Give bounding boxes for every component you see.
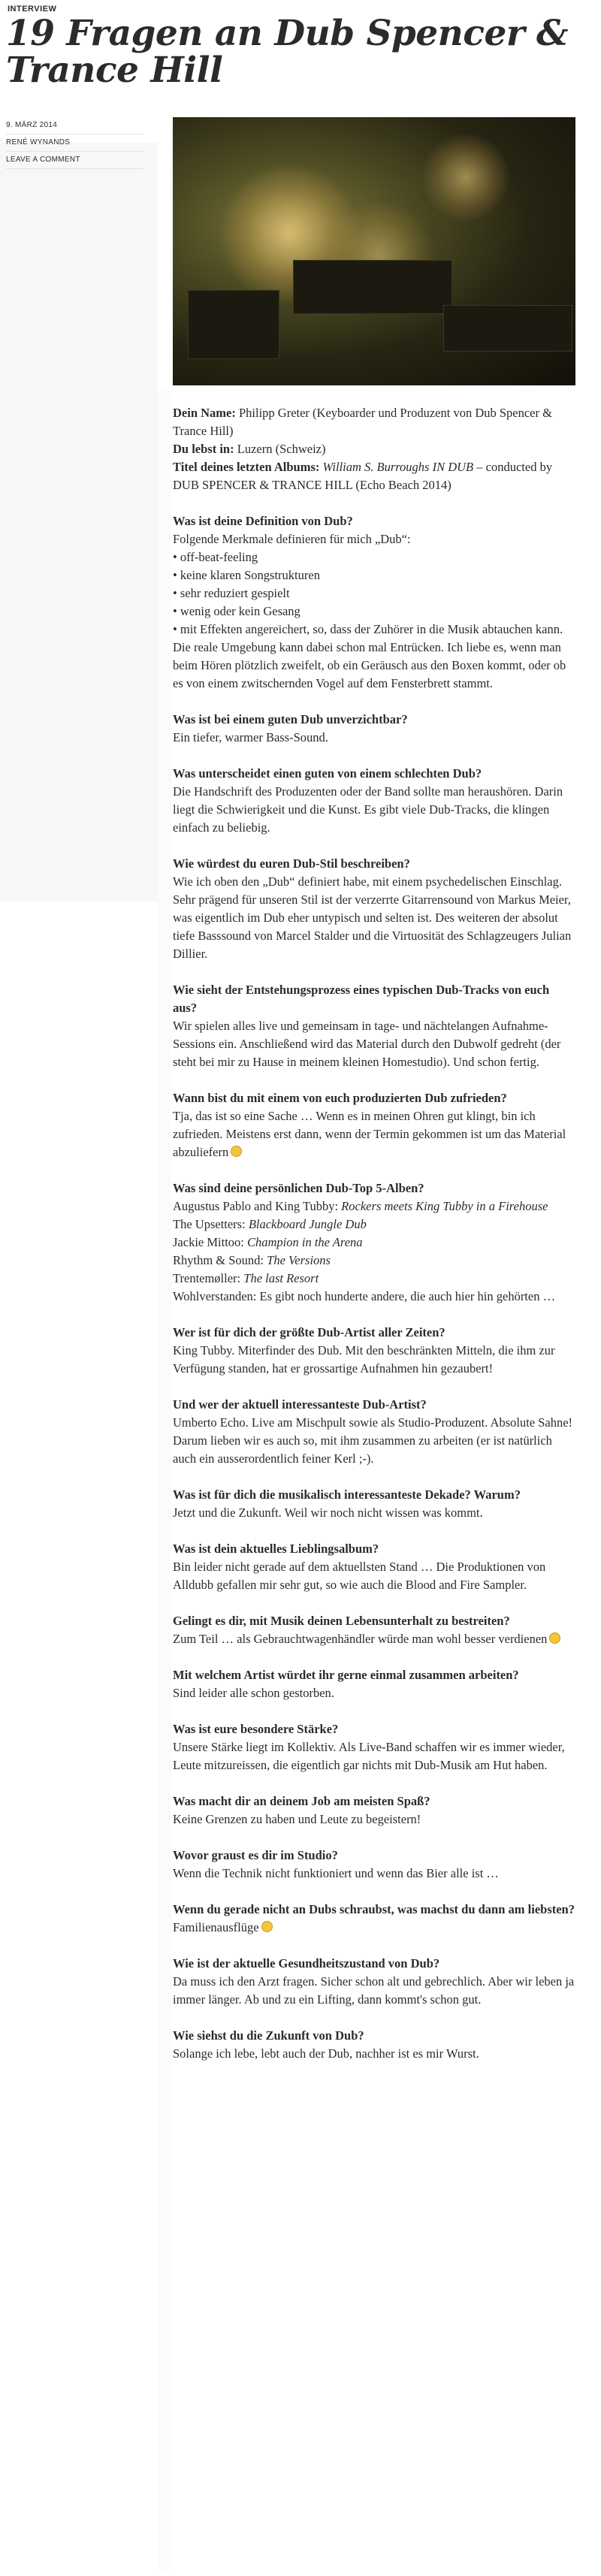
post-author[interactable]: RENÉ WYNANDS bbox=[6, 134, 143, 152]
article-body bbox=[173, 404, 575, 2081]
qa-13 bbox=[173, 1666, 575, 1702]
post-date[interactable]: 9. MÄRZ 2014 bbox=[6, 117, 143, 134]
qa-8 bbox=[173, 1324, 575, 1378]
album-title: William S. Burroughs IN DUB bbox=[322, 460, 474, 474]
answer: Keine Grenzen zu haben und Leute zu begeistern! bbox=[173, 1812, 421, 1826]
answer: Wie ich oben den „Dub“ definiert habe, mit einem psychedelischen Einschlag. Sehr prägend für unseren Stil ist der verzerrte Gitarrensound von Markus Meier, was eigentlich im Dub eher untypisch und selten ist. Des weiteren der absolut tiefe Basssound von Marcel Stalder und die Virtuosität des Schlagzeugers Julian Dillier. bbox=[173, 874, 572, 961]
answer: Folgende Merkmale definieren für mich „Dub“: bbox=[173, 532, 411, 546]
qa-18 bbox=[173, 1955, 575, 2009]
answer: Bin leider nicht gerade auf dem aktuellsten Stand … Die Produktionen von Alldubb gefallen mir sehr gut, so wie auch die Blood and Fire Sampler. bbox=[173, 1560, 546, 1592]
page-title: 19 Fragen an Dub Spencer & Trance Hill bbox=[6, 13, 568, 91]
answer: Ein tiefer, warmer Bass-Sound. bbox=[173, 730, 328, 744]
album-artist: Rhythm & Sound: bbox=[173, 1253, 267, 1267]
question: Wie würdest du euren Dub-Stil beschreiben? bbox=[173, 856, 410, 871]
answer: Zum Teil … als Gebrauchtwagenhändler würde man wohl besser verdienen bbox=[173, 1632, 548, 1646]
location-value: Luzern (Schweiz) bbox=[234, 442, 326, 456]
intro-block bbox=[173, 404, 575, 494]
qa-10 bbox=[173, 1486, 575, 1522]
album-artist: Augustus Pablo and King Tubby: bbox=[173, 1199, 342, 1213]
qa-5 bbox=[173, 981, 575, 1071]
album-name: Champion in the Arena bbox=[246, 1235, 363, 1249]
question: Wer ist für dich der größte Dub-Artist aller Zeiten? bbox=[173, 1325, 445, 1339]
smiley-icon bbox=[231, 1146, 242, 1157]
album-name: The last Resort bbox=[243, 1271, 319, 1285]
qa-3 bbox=[173, 765, 575, 837]
answer: Sind leider alle schon gestorben. bbox=[173, 1686, 334, 1700]
answer: King Tubby. Miterfinder des Dub. Mit den beschränkten Mitteln, die ihm zur Verfügung standen, hat er grossartige Aufnahmen hin gezaubert! bbox=[173, 1343, 555, 1376]
question: Und wer der aktuell interessanteste Dub-Artist? bbox=[173, 1397, 427, 1412]
smiley-icon bbox=[549, 1632, 560, 1644]
list-item: • keine klaren Songstrukturen bbox=[173, 568, 320, 582]
question: Wovor graust es dir im Studio? bbox=[173, 1848, 338, 1862]
sidebar-background bbox=[0, 143, 158, 901]
question: Was unterscheidet einen guten von einem schlechten Dub? bbox=[173, 766, 482, 781]
qa-19 bbox=[173, 2027, 575, 2063]
list-item: • off-beat-feeling bbox=[173, 550, 258, 564]
qa-7 bbox=[173, 1179, 575, 1306]
qa-15 bbox=[173, 1792, 575, 1829]
album-artist: The Upsetters: bbox=[173, 1217, 249, 1231]
album-name: The Versions bbox=[267, 1253, 331, 1267]
answer: Tja, das ist so eine Sache … Wenn es in meinen Ohren gut klingt, bin ich zufrieden. Meistens erst dann, wenn der Termin gekommen ist um das Material abzuliefern bbox=[173, 1109, 566, 1159]
question: Wenn du gerade nicht an Dubs schraubst, was machst du dann am liebsten? bbox=[173, 1902, 575, 1916]
answer: Unsere Stärke liegt im Kollektiv. Als Live-Band schaffen wir es immer wieder, Leute mitzureissen, die eigentlich gar nichts mit Dub-Musik am Hut haben. bbox=[173, 1740, 565, 1772]
answer: Jetzt und die Zukunft. Weil wir noch nicht wissen was kommt. bbox=[173, 1505, 483, 1520]
album-artist: Trentemøller: bbox=[173, 1271, 244, 1285]
list-item: • mit Effekten angereichert, so, dass der Zuhörer in die Musik abtauchen kann. bbox=[173, 622, 563, 636]
answer: Wenn die Technik nicht funktioniert und wenn das Bier alle ist … bbox=[173, 1866, 499, 1880]
answer: Die reale Umgebung kann dabei schon mal Entrücken. Ich liebe es, wenn man beim Hören plötzlich zweifelt, ob ein Geräusch aus den Boxen kommt, oder ob es von einem zwitschernden Vogel auf dem Fensterbrett stammt. bbox=[173, 640, 566, 690]
category-link[interactable]: INTERVIEW bbox=[8, 5, 57, 14]
question: Was ist eure besondere Stärke? bbox=[173, 1722, 339, 1736]
album-rest: – conducted by DUB SPENCER & TRANCE HILL (Echo Beach 2014) bbox=[173, 460, 553, 492]
qa-16 bbox=[173, 1847, 575, 1883]
question: Wie ist der aktuelle Gesundheitszustand von Dub? bbox=[173, 1956, 440, 1971]
question: Gelingt es dir, mit Musik deinen Lebensunterhalt zu bestreiten? bbox=[173, 1614, 510, 1628]
post-meta bbox=[6, 117, 143, 169]
list-item: • wenig oder kein Gesang bbox=[173, 604, 300, 618]
question: Was sind deine persönlichen Dub-Top 5-Alben? bbox=[173, 1181, 424, 1195]
qa-1 bbox=[173, 512, 575, 693]
qa-14 bbox=[173, 1720, 575, 1774]
qa-2 bbox=[173, 711, 575, 747]
album-name: Blackboard Jungle Dub bbox=[248, 1217, 367, 1231]
location-label: Du lebst in: bbox=[173, 442, 234, 456]
album-name: Rockers meets King Tubby in a Firehouse bbox=[341, 1199, 548, 1213]
content-divider-strip bbox=[158, 391, 171, 2569]
answer: Umberto Echo. Live am Mischpult sowie als Studio-Produzent. Absolute Sahne! Darum lieben wir es auch so, mit ihm zusammen zu arbeiten (er ist natürlich auch ein ausserordentlich feiner Kerl ;-). bbox=[173, 1415, 573, 1466]
question: Wie sieht der Entstehungsprozess eines typischen Dub-Tracks von euch aus? bbox=[173, 983, 550, 1015]
question: Wie siehst du die Zukunft von Dub? bbox=[173, 2028, 364, 2043]
smiley-icon bbox=[261, 1921, 273, 1932]
name-value: Philipp Greter (Keyboarder und Produzent von Dub Spencer & Trance Hill) bbox=[173, 406, 552, 438]
question: Was ist bei einem guten Dub unverzichtbar? bbox=[173, 712, 408, 726]
question: Wann bist du mit einem von euch produzierten Dub zufrieden? bbox=[173, 1091, 507, 1105]
qa-6 bbox=[173, 1089, 575, 1161]
question: Was ist für dich die musikalisch interessanteste Dekade? Warum? bbox=[173, 1487, 521, 1502]
qa-4 bbox=[173, 855, 575, 963]
name-label: Dein Name: bbox=[173, 406, 236, 420]
comment-link[interactable]: LEAVE A COMMENT bbox=[6, 152, 143, 169]
featured-photo bbox=[173, 117, 575, 385]
question: Was macht dir an deinem Job am meisten Spaß? bbox=[173, 1794, 430, 1808]
list-item: • sehr reduziert gespielt bbox=[173, 586, 290, 600]
qa-12 bbox=[173, 1612, 575, 1648]
answer: Da muss ich den Arzt fragen. Sicher schon alt und gebrechlich. Aber wir leben ja immer länger. Ab und zu ein Lifting, dann kommt's schon gut. bbox=[173, 1974, 575, 2007]
question: Was ist dein aktuelles Lieblingsalbum? bbox=[173, 1542, 379, 1556]
answer: Wir spielen alles live und gemeinsam in tage- und nächtelangen Aufnahme-Sessions ein. Anschließend wird das Material durch den Dubwolf gedreht (der steht bei mir zu Hause in meinem kleinen Homestudio). Und schon fertig. bbox=[173, 1019, 561, 1069]
question: Mit welchem Artist würdet ihr gerne einmal zusammen arbeiten? bbox=[173, 1668, 519, 1682]
album-label: Titel deines letzten Albums: bbox=[173, 460, 320, 474]
qa-11 bbox=[173, 1540, 575, 1594]
question: Was ist deine Definition von Dub? bbox=[173, 514, 353, 528]
album-artist: Jackie Mittoo: bbox=[173, 1235, 247, 1249]
qa-17 bbox=[173, 1901, 575, 1937]
qa-9 bbox=[173, 1396, 575, 1468]
answer: Die Handschrift des Produzenten oder der Band sollte man heraushören. Darin liegt die Schwierigkeit und die Kunst. Es gibt viele Dub-Tracks, die klingen einfach zu beliebig. bbox=[173, 784, 563, 835]
answer: Wohlverstanden: Es gibt noch hunderte andere, die auch hier hin gehörten … bbox=[173, 1289, 556, 1303]
answer: Solange ich lebe, lebt auch der Dub, nachher ist es mir Wurst. bbox=[173, 2046, 479, 2061]
answer: Familienausflüge bbox=[173, 1920, 259, 1934]
